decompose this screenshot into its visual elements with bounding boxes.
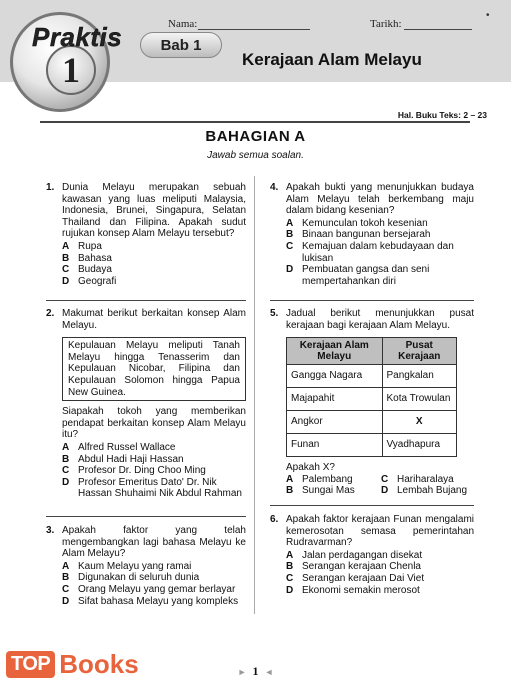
option-d[interactable]: [381, 485, 481, 497]
option-text: Bahasa: [78, 252, 112, 264]
option-letter: A: [286, 473, 294, 485]
question-4: [270, 182, 474, 287]
question-3: [46, 525, 246, 607]
option-text: Binaan bangunan bersejarah: [302, 229, 431, 241]
table-cell: Majapahit: [287, 388, 383, 411]
question-5: [270, 308, 474, 497]
option-b[interactable]: [62, 572, 246, 584]
option-letter: C: [286, 240, 294, 252]
table-row: [287, 411, 457, 434]
table-row: [287, 365, 457, 388]
option-letter: D: [62, 476, 70, 488]
option-text: Serangan kerajaan Chenla: [302, 561, 421, 573]
option-a[interactable]: [62, 561, 246, 573]
option-letter: B: [62, 453, 70, 465]
table-row: [287, 434, 457, 457]
option-letter: C: [62, 583, 70, 595]
option-d[interactable]: [62, 276, 246, 288]
page-number: 1: [252, 664, 259, 678]
option-letter: B: [286, 229, 294, 241]
option-c[interactable]: [286, 573, 474, 585]
option-text: Kemunculan tokoh kesenian: [302, 217, 428, 229]
answer-options: [286, 550, 474, 596]
question-stem: Apakah faktor kerajaan Funan mengalami kemerosotan semasa pemerintahan Rudravarman?: [286, 514, 474, 549]
option-letter: C: [62, 465, 70, 477]
option-text: Kemajuan dalam kebudayaan dan lukisan: [302, 240, 454, 264]
option-a[interactable]: [62, 241, 246, 253]
option-letter: A: [62, 240, 70, 252]
option-a[interactable]: [62, 442, 246, 454]
name-label: Nama:: [168, 18, 198, 30]
watermark-books: Books: [59, 648, 139, 679]
option-d[interactable]: [286, 585, 474, 597]
option-letter: D: [62, 595, 70, 607]
option-d[interactable]: [62, 477, 246, 500]
answer-options: [62, 241, 246, 287]
question-stem: Apakah bukti yang menunjukkan budaya Alam Melayu telah berkembang maju dalam bidang kesenian?: [286, 182, 474, 217]
column-divider: [254, 176, 255, 614]
option-text: Lembah Bujang: [397, 485, 468, 497]
option-d[interactable]: [62, 596, 246, 608]
option-letter: D: [381, 485, 389, 497]
chapter-badge: Bab 1: [140, 32, 222, 58]
option-text: Geografi: [78, 275, 117, 287]
option-text: Serangan kerajaan Dai Viet: [302, 572, 425, 584]
watermark-top: TOP: [6, 651, 55, 678]
option-text: Profesor Dr. Ding Choo Ming: [78, 465, 206, 477]
question-stem-2: Apakah X?: [286, 462, 335, 474]
question-stem: Apakah faktor yang telah mengembangkan lagi bahasa Melayu ke Alam Melayu?: [62, 525, 246, 560]
question-stem-2: Siapakah tokoh yang memberikan pendapat berkaitan konsep Alam Melayu itu?: [62, 406, 246, 441]
table-cell: Vyadhapura: [382, 434, 457, 457]
option-letter: C: [381, 473, 389, 485]
option-text: Orang Melayu yang gemar berlayar: [78, 583, 236, 595]
section-title: BAHAGIAN A: [205, 128, 306, 145]
table-header: Kerajaan Alam Melayu: [287, 338, 383, 365]
question-number: 4.: [270, 182, 279, 193]
table-row: [287, 388, 457, 411]
option-c[interactable]: [62, 465, 246, 477]
textbook-reference: Hal. Buku Teks: 2 – 23: [397, 110, 487, 120]
option-letter: B: [62, 252, 70, 264]
option-letter: A: [286, 549, 294, 561]
logo-word: Praktis: [32, 22, 123, 52]
option-letter: A: [62, 560, 70, 572]
question-2: [46, 308, 246, 500]
answer-options: [286, 474, 474, 497]
date-label: Tarikh:: [370, 18, 402, 30]
kingdom-table: [286, 337, 457, 457]
table-cell: Funan: [287, 434, 383, 457]
logo-numeral: 1: [62, 50, 80, 90]
section-instruction: Jawab semua soalan.: [207, 150, 304, 161]
option-text: Hariharalaya: [397, 473, 454, 485]
date-field[interactable]: [404, 29, 472, 30]
option-letter: D: [62, 275, 70, 287]
option-c[interactable]: [381, 474, 481, 486]
option-b[interactable]: [286, 561, 474, 573]
chapter-title: Kerajaan Alam Melayu: [242, 50, 422, 69]
option-c[interactable]: [62, 584, 246, 596]
option-b[interactable]: [286, 485, 381, 497]
option-text: Jalan perdagangan disekat: [302, 549, 423, 561]
answer-options: [62, 561, 246, 607]
question-stem: Jadual berikut menunjukkan pusat kerajaan bagi kerajaan Alam Melayu.: [286, 308, 474, 331]
question-separator: [46, 516, 246, 517]
arrow-left-icon: ◄: [264, 667, 274, 677]
corner-mark: •: [486, 10, 490, 21]
option-text: Abdul Hadi Haji Hassan: [78, 453, 184, 465]
question-number: 5.: [270, 308, 279, 319]
table-cell: X: [382, 411, 457, 434]
name-field[interactable]: [198, 29, 310, 30]
question-separator: [270, 505, 474, 506]
question-separator: [270, 300, 474, 301]
option-letter: C: [62, 264, 70, 276]
question-number: 2.: [46, 308, 55, 319]
question-separator: [46, 300, 246, 301]
option-text: Ekonomi semakin merosot: [302, 584, 420, 596]
question-number: 1.: [46, 182, 55, 193]
option-text: Profesor Emeritus Dato' Dr. Nik Hassan Shuhaimi Nik Abdul Rahman: [78, 476, 242, 500]
table-cell: Angkor: [287, 411, 383, 434]
option-letter: B: [286, 485, 294, 497]
table-header: Pusat Kerajaan: [382, 338, 457, 365]
option-a[interactable]: [286, 474, 381, 486]
answer-options: [62, 442, 246, 500]
answer-options: [286, 218, 474, 288]
option-letter: D: [286, 584, 294, 596]
question-6: [270, 514, 474, 596]
option-letter: A: [286, 217, 294, 229]
option-text: Palembang: [302, 473, 353, 485]
option-letter: B: [62, 572, 70, 584]
reference-rule: [40, 121, 470, 123]
option-text: Digunakan di seluruh dunia: [78, 572, 200, 584]
option-b[interactable]: [62, 454, 246, 466]
option-text: Sifat bahasa Melayu yang kompleks: [78, 595, 239, 607]
option-a[interactable]: [286, 218, 474, 230]
option-a[interactable]: [286, 550, 474, 562]
option-b[interactable]: [62, 253, 246, 265]
arrow-right-icon: ►: [237, 667, 247, 677]
question-number: 3.: [46, 525, 55, 536]
question-stem: Dunia Melayu merupakan sebuah kawasan yang luas meliputi Malaysia, Indonesia, Brunei, Singapura, Selatan Thailand dan Filipina. Apakah sudut rujukan konsep Alam Melayu tersebut?: [62, 182, 246, 240]
table-header-row: [287, 338, 457, 365]
source-box: Kepulauan Melayu meliputi Tanah Melayu hingga Tenasserim dan Kepulauan Nicobar, Filipina dan Kepulauan Solomon hingga Papua New Guinea.: [62, 337, 246, 401]
option-text: Alfred Russel Wallace: [78, 441, 176, 453]
option-letter: A: [62, 441, 70, 453]
option-d[interactable]: [286, 264, 474, 287]
option-text: Pembuatan gangsa dan seni mempertahankan diri: [302, 264, 430, 287]
option-text: Kaum Melayu yang ramai: [78, 560, 192, 572]
option-text: Sungai Mas: [302, 485, 355, 497]
question-stem: Makumat berikut berkaitan konsep Alam Melayu.: [62, 308, 246, 331]
option-letter: D: [286, 264, 294, 276]
table-cell: Gangga Nagara: [287, 365, 383, 388]
option-text: Budaya: [78, 264, 112, 276]
option-c[interactable]: [286, 241, 474, 264]
option-b[interactable]: [286, 229, 474, 241]
option-text: Rupa: [78, 240, 102, 252]
option-c[interactable]: [62, 264, 246, 276]
table-cell: Pangkalan: [382, 365, 457, 388]
table-cell: Kota Trowulan: [382, 388, 457, 411]
question-1: [46, 182, 246, 287]
question-number: 6.: [270, 514, 279, 525]
option-letter: B: [286, 561, 294, 573]
topbooks-watermark: [6, 645, 139, 683]
option-letter: C: [286, 572, 294, 584]
